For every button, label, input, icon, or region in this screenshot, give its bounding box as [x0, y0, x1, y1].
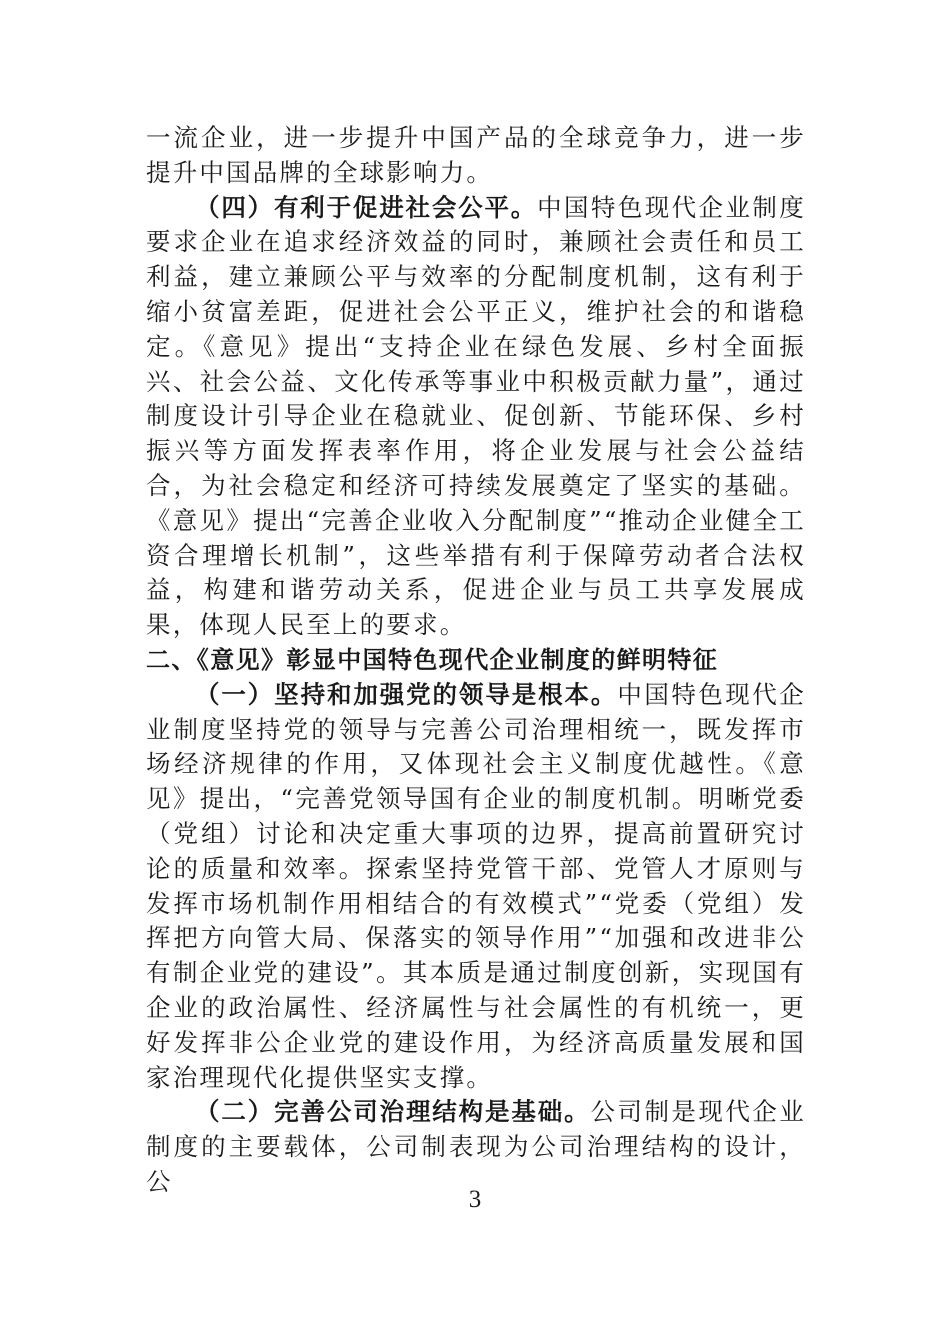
- document-body: [146, 121, 806, 1200]
- paragraph-continuation: [146, 121, 806, 191]
- paragraph-text: 一流企业，进一步提升中国产品的全球竞争力，进一步提升中国品牌的全球影响力。: [146, 123, 806, 187]
- page-number: 3: [468, 1186, 482, 1213]
- paragraph-lead: （四）有利于促进社会公平。: [195, 192, 538, 222]
- section-heading: 二、《意见》彰显中国特色现代企业制度的鲜明特征: [146, 645, 719, 674]
- paragraph-text: 中国特色现代企业制度坚持党的领导与完善公司治理相统一，既发挥市场经济规律的作用，又体现社会主义制度优越性。《意见》提出，“完善党领导国有企业的制度机制。明晰党委（党组）讨论和决定重大事项的边界，提高前置研究讨论的质量和效率。探索坚持党管干部、党管人才原则与发挥市场机制作用相结合的有效模式”“党委（党组）发挥把方向管大局、保落实的领导作用”“加强和改进非公有制企业党的建设”。其本质是通过制度创新，实现国有企业的政治属性、经济属性与社会属性的有机统一，更好发挥非公企业党的建设作用，为经济高质量发展和国家治理现代化提供坚实支撑。: [146, 679, 806, 1092]
- paragraph-social-fairness: [146, 191, 806, 643]
- paragraph-lead: （一）坚持和加强党的领导是根本。: [195, 679, 618, 709]
- paragraph-corporate-governance: [146, 1095, 806, 1199]
- paragraph-text: 中国特色现代企业制度要求企业在追求经济效益的同时，兼顾社会责任和员工利益，建立兼顾公平与效率的分配制度机制，这有利于缩小贫富差距，促进社会公平正义，维护社会的和谐稳定。《意见》提出“支持企业在绿色发展、乡村全面振兴、社会公益、文化传承等事业中积极贡献力量”，通过制度设计引导企业在稳就业、促创新、节能环保、乡村振兴等方面发挥表率作用，将企业发展与社会公益结合，为社会稳定和经济可持续发展奠定了坚实的基础。《意见》提出“完善企业收入分配制度”“推动企业健全工资合理增长机制”，这些举措有利于保障劳动者合法权益，构建和谐劳动关系，促进企业与员工共享发展成果，体现人民至上的要求。: [146, 192, 806, 640]
- paragraph-lead: （二）完善公司治理结构是基础。: [195, 1097, 591, 1127]
- paragraph-text: 公司制是现代企业制度的主要载体，公司制表现为公司治理结构的设计，公: [146, 1097, 806, 1196]
- paragraph-party-leadership: [146, 678, 806, 1096]
